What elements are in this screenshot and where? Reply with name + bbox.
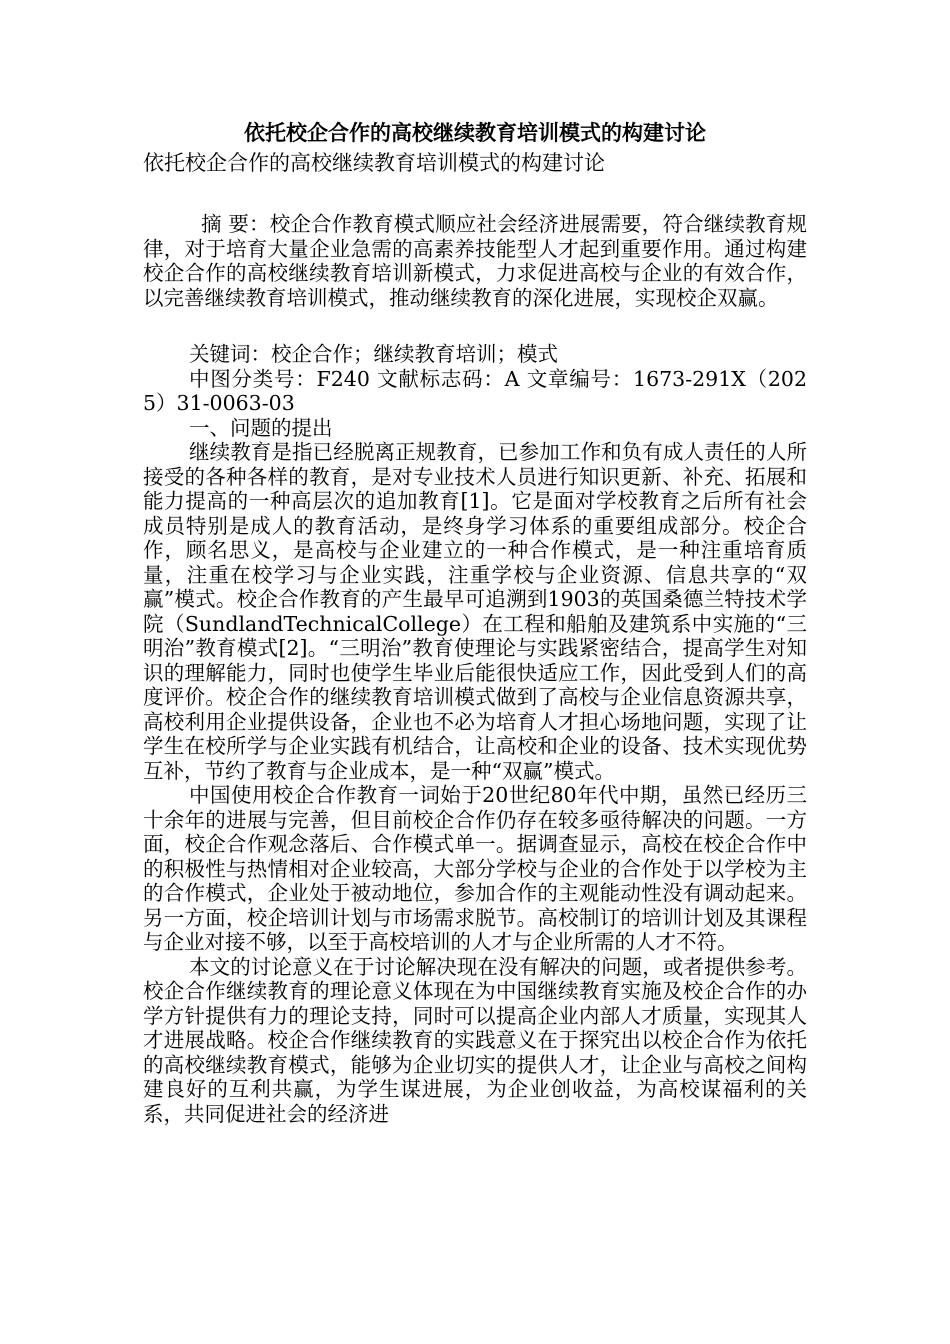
body-paragraph: 继续教育是指已经脱离正规教育，已参加工作和负有成人责任的人所接受的各种各样的教育，是对专业技术人员进行知识更新、补充、拓展和能力提高的一种高层次的追加教育[1]。它是面对学校教育之后所有社会成员特别是成人的教育活动，是终身学习体系的重要组成部分。校企合作，顾名思义，是高校与企业建立的一种合作模式，是一种注重培育质量，注重在校学习与企业实践，注重学校与企业资源、信息共享的“双赢”模式。校企合作教育的产生最早可追溯到1903的英国桑德兰特技术学院（SundlandTechnicalCollege）在工程和船舶及建筑系中实施的“三明治”教育模式[2]。“三明治”教育使理论与实践紧密结合，提高学生对知识的理解能力，同时也使学生毕业后能很快适应工作，因此受到人们的高度评价。校企合作的继续教育培训模式做到了高校与企业信息资源共享，高校利用企业提供设备，企业也不必为培育人才担心场地问题，实现了让学生在校所学与企业实践有机结合，让高校和企业的设备、技术实现优势互补，节约了教育与企业成本，是一种“双赢”模式。 [143, 440, 807, 783]
body-paragraph: 本文的讨论意义在于讨论解决现在没有解决的问题，或者提供参考。校企合作继续教育的理论意义体现在为中国继续教育实施及校企合作的办学方针提供有力的理论支持，同时可以提高企业内部人才质量，实现其人才进展战略。校企合作继续教育的实践意义在于探究出以校企合作为依托的高校继续教育模式，能够为企业切实的提供人才，让企业与高校之间构建良好的互利共赢，为学生谋进展，为企业创收益，为高校谋福利的关系，共同促进社会的经济进 [143, 954, 807, 1126]
keywords-line: 关键词：校企合作；继续教育培训；模式 [189, 342, 558, 366]
classification-line: 中图分类号：F240 文献标志码：A 文章编号：1673-291X（2025）31-0063-03 [143, 366, 807, 415]
document-title: 依托校企合作的高校继续教育培训模式的构建讨论 [244, 120, 706, 145]
document-page [143, 118, 807, 1126]
document-subtitle: 依托校企合作的高校继续教育培训模式的构建讨论 [143, 151, 605, 175]
body-paragraph: 中国使用校企合作教育一词始于20世纪80年代中期，虽然已经历三十余年的进展与完善，但目前校企合作仍存在较多亟待解决的问题。一方面，校企合作观念落后、合作模式单一。据调查显示，高校在校企合作中的积极性与热情相对企业较高，大部分学校与企业的合作处于以学校为主的合作模式，企业处于被动地位，参加合作的主观能动性没有调动起来。另一方面，校企培训计划与市场需求脱节。高校制订的培训计划及其课程与企业对接不够，以至于高校培训的人才与企业所需的人才不符。 [143, 783, 807, 954]
abstract-paragraph: 摘 要：校企合作教育模式顺应社会经济进展需要，符合继续教育规律，对于培育大量企业急需的高素养技能型人才起到重要作用。通过构建校企合作的高校继续教育培训新模式，力求促进高校与企业的有效合作，以完善继续教育培训模式，推动继续教育的深化进展，实现校企双赢。 [143, 212, 807, 310]
section-heading: 一、问题的提出 [189, 415, 333, 440]
